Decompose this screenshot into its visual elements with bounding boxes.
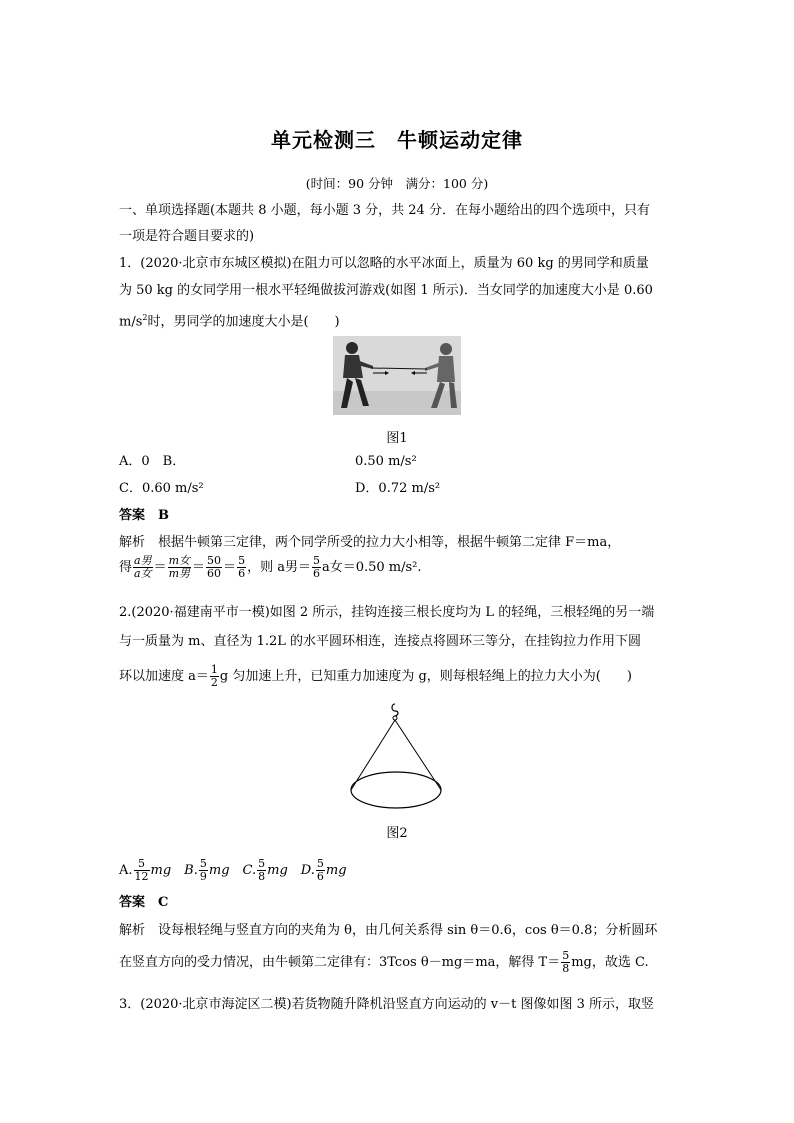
q1-line3 (119, 308, 340, 332)
q1-line3-a: m/s (119, 314, 143, 330)
q1-line2: 为 50 kg 的女同学用一根水平轻绳做拔河游戏(如图 1 所示)．当女同学的加速度大小是 0.60 (119, 283, 653, 298)
q2-line3-b: g 匀加速上升，已知重力加速度为 g，则每根轻绳上的拉力大小为( ) (219, 669, 632, 684)
q2-option-d-frac: $\frac{5}{6}$ (316, 857, 324, 883)
ring-hook-figure (349, 702, 443, 822)
q1-frac4: $\frac{5}{6}$ (238, 554, 246, 580)
q1-analysis-tail: a女＝0.50 m/s². (321, 560, 422, 575)
q1-analysis-line1: 解析 根据牛顿第三定律，两个同学所受的拉力大小相等，根据牛顿第二定律 F＝ma， (119, 535, 621, 550)
q1-frac1: $\frac{\text{a男}}{\text{a女}}$ (134, 554, 152, 580)
q1-answer: 答案 B (119, 508, 169, 523)
q2-analysis-frac: $\frac{5}{8}$ (562, 949, 570, 975)
page-subtitle: (时间：90 分钟 满分：100 分) (305, 176, 489, 191)
q1-frac5: $\frac{5}{6}$ (312, 554, 320, 580)
q2-options: A. $\frac{5}{12}$ mg B. $\frac{5}{9}$ mg C. $\frac{5}{8}$ mg D. $\frac{5}{6}$ mg (119, 857, 347, 883)
q1-line1: 1．(2020·北京市东城区模拟)在阻力可以忽略的水平冰面上，质量为 60 kg 的男同学和质量 (119, 256, 649, 271)
q1-option-d: D．0.72 m/s² (355, 481, 441, 496)
q1-line3-sup: 2 (142, 313, 148, 322)
tug-of-war-figure (333, 336, 461, 415)
q2-option-c-frac: $\frac{5}{8}$ (258, 857, 266, 883)
q1-option-b: 0.50 m/s² (355, 454, 417, 469)
q2-line3-a: 环以加速度 a＝ (119, 669, 209, 684)
q2-line1: 2.(2020·福建南平市一模)如图 2 所示，挂钩连接三根长度均为 L 的轻绳，三根轻绳的另一端 (119, 605, 655, 620)
q1-analysis-de: 得 (119, 560, 133, 575)
q1-analysis-ze: ，则 a男＝ (247, 560, 311, 575)
q1-analysis-line2: 得 $\frac{\text{a男}}{\text{a女}}$ ＝ $\frac{\text{m女}}{\text{m男}}$ ＝ $\frac{50}{60}$ ＝ $\frac{5}{6}$ ，则 a男＝ $\frac{5}{6}$ a女＝0.50 m/s². (119, 554, 422, 580)
figure1-caption: 图1 (386, 431, 408, 446)
q2-frac: $\frac{1}{2}$ (210, 663, 218, 689)
q2-line2: 与一质量为 m、直径为 1.2L 的水平圆环相连，连接点将圆环三等分，在挂钩拉力作用下圆 (119, 634, 642, 649)
q2-option-b-frac: $\frac{5}{9}$ (199, 857, 207, 883)
q2-analysis-line1: 解析 设每根轻绳与竖直方向的夹角为 θ，由几何关系得 sin θ＝0.6，cos θ＝0.8；分析圆环 (119, 923, 658, 938)
q1-frac2: $\frac{\text{m女}}{\text{m男}}$ (168, 554, 191, 580)
figure2-caption: 图2 (386, 826, 408, 841)
q2-answer: 答案 C (119, 895, 169, 910)
section-heading-line1: 一、单项选择题(本题共 8 小题，每小题 3 分，共 24 分．在每小题给出的四个选项中，只有 (119, 203, 650, 218)
section-heading-line2: 一项是符合题目要求的) (119, 229, 255, 244)
q1-option-c: C．0.60 m/s² (119, 481, 204, 496)
q1-line3-b: 时，男同学的加速度大小是( ) (147, 314, 340, 330)
q2-option-a-frac: $\frac{5}{12}$ (134, 857, 149, 883)
q2-line3 (119, 664, 632, 689)
page-title: 单元检测三 牛顿运动定律 (271, 128, 523, 152)
q1-frac3: $\frac{50}{60}$ (207, 554, 222, 580)
q3-line1: 3．(2020·北京市海淀区二模)若货物随升降机沿竖直方向运动的 v－t 图像如图 3 所示，取竖 (119, 997, 654, 1012)
q1-option-a: A．0 B． (119, 454, 186, 469)
q2-analysis-line2: 在竖直方向的受力情况，由牛顿第二定律有：3Tcos θ－mg＝ma，解得 T＝ $\frac{5}{8}$ mg，故选 C. (119, 949, 649, 975)
